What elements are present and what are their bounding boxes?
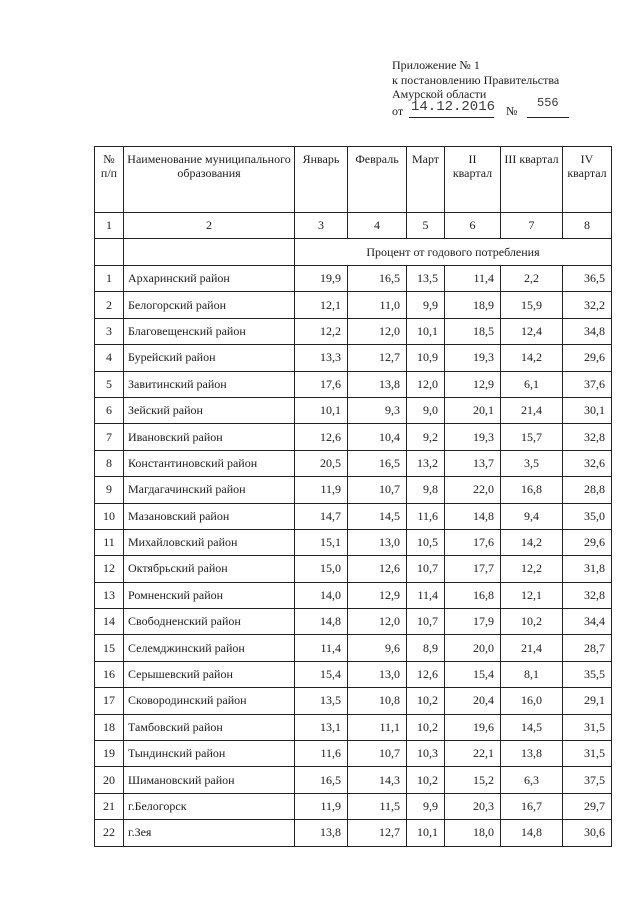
row-number: 6 bbox=[95, 397, 124, 423]
march-value: 10,7 bbox=[407, 556, 445, 582]
q4-value: 28,8 bbox=[563, 477, 612, 503]
january-value: 13,3 bbox=[295, 345, 348, 371]
january-value: 11,9 bbox=[295, 477, 348, 503]
q4-value: 29,6 bbox=[563, 529, 612, 555]
column-number: 4 bbox=[348, 213, 407, 239]
municipality-name: Селемджинский район bbox=[124, 635, 295, 661]
appendix-header bbox=[392, 58, 559, 118]
q3-value: 6,3 bbox=[501, 767, 563, 793]
table-row bbox=[95, 661, 612, 687]
table-row bbox=[95, 318, 612, 344]
table-row bbox=[95, 556, 612, 582]
percent-blank-cell bbox=[124, 239, 295, 266]
q4-value: 31,5 bbox=[563, 741, 612, 767]
q3-value: 12,4 bbox=[501, 318, 563, 344]
percent-blank-cell bbox=[95, 239, 124, 266]
column-number: 3 bbox=[295, 213, 348, 239]
february-value: 12,7 bbox=[348, 820, 407, 846]
q2-value: 17,9 bbox=[445, 609, 501, 635]
q2-value: 20,1 bbox=[445, 397, 501, 423]
table-row bbox=[95, 793, 612, 819]
february-value: 13,0 bbox=[348, 529, 407, 555]
municipality-name: Благовещенский район bbox=[124, 318, 295, 344]
column-number: 6 bbox=[445, 213, 501, 239]
february-value: 12,9 bbox=[348, 582, 407, 608]
february-value: 12,6 bbox=[348, 556, 407, 582]
q2-value: 19,3 bbox=[445, 424, 501, 450]
municipality-name: Ивановский район bbox=[124, 424, 295, 450]
municipality-name: Зейский район bbox=[124, 397, 295, 423]
february-value: 11,5 bbox=[348, 793, 407, 819]
q4-value: 34,8 bbox=[563, 318, 612, 344]
q4-value: 29,7 bbox=[563, 793, 612, 819]
march-value: 12,6 bbox=[407, 661, 445, 687]
header-cell: № п/п bbox=[95, 147, 124, 213]
march-value: 11,6 bbox=[407, 503, 445, 529]
column-number: 7 bbox=[501, 213, 563, 239]
january-value: 11,6 bbox=[295, 741, 348, 767]
q3-value: 14,8 bbox=[501, 820, 563, 846]
january-value: 15,0 bbox=[295, 556, 348, 582]
q3-value: 3,5 bbox=[501, 450, 563, 476]
q3-value: 15,7 bbox=[501, 424, 563, 450]
table-row bbox=[95, 741, 612, 767]
header-cell: Наименование муниципального образования bbox=[124, 147, 295, 213]
row-number: 18 bbox=[95, 714, 124, 740]
january-value: 17,6 bbox=[295, 371, 348, 397]
january-value: 19,9 bbox=[295, 266, 348, 292]
municipality-name: Свободненский район bbox=[124, 609, 295, 635]
q2-value: 12,9 bbox=[445, 371, 501, 397]
municipality-name: Мазановский район bbox=[124, 503, 295, 529]
municipality-name: Завитинский район bbox=[124, 371, 295, 397]
q2-value: 22,1 bbox=[445, 741, 501, 767]
number-label: № bbox=[506, 103, 518, 118]
q3-value: 8,1 bbox=[501, 661, 563, 687]
january-value: 11,9 bbox=[295, 793, 348, 819]
january-value: 20,5 bbox=[295, 450, 348, 476]
municipality-name: г.Белогорск bbox=[124, 793, 295, 819]
march-value: 10,2 bbox=[407, 688, 445, 714]
february-value: 12,7 bbox=[348, 345, 407, 371]
q3-value: 12,2 bbox=[501, 556, 563, 582]
row-number: 10 bbox=[95, 503, 124, 529]
february-value: 13,0 bbox=[348, 661, 407, 687]
consumption-table bbox=[94, 146, 612, 847]
q2-value: 18,5 bbox=[445, 318, 501, 344]
q4-value: 30,6 bbox=[563, 820, 612, 846]
q2-value: 17,7 bbox=[445, 556, 501, 582]
table-row bbox=[95, 266, 612, 292]
header-cell: III квартал bbox=[501, 147, 563, 213]
row-number: 15 bbox=[95, 635, 124, 661]
header-cell: Февраль bbox=[348, 147, 407, 213]
row-number: 14 bbox=[95, 609, 124, 635]
q4-value: 31,8 bbox=[563, 556, 612, 582]
march-value: 9,0 bbox=[407, 397, 445, 423]
row-number: 16 bbox=[95, 661, 124, 687]
table-row bbox=[95, 503, 612, 529]
q4-value: 32,8 bbox=[563, 582, 612, 608]
february-value: 10,7 bbox=[348, 477, 407, 503]
row-number: 3 bbox=[95, 318, 124, 344]
row-number: 2 bbox=[95, 292, 124, 318]
q3-value: 14,2 bbox=[501, 345, 563, 371]
resolution-line: к постановлению Правительства bbox=[392, 72, 560, 87]
appendix-title: Приложение № 1 bbox=[392, 58, 480, 72]
january-value: 12,1 bbox=[295, 292, 348, 318]
q2-value: 17,6 bbox=[445, 529, 501, 555]
row-number: 4 bbox=[95, 345, 124, 371]
municipality-name: Шимановский район bbox=[124, 767, 295, 793]
header-cell: II квартал bbox=[445, 147, 501, 213]
january-value: 14,7 bbox=[295, 503, 348, 529]
region-line: Амурской области bbox=[392, 87, 487, 101]
march-value: 9,2 bbox=[407, 424, 445, 450]
january-value: 12,2 bbox=[295, 318, 348, 344]
header-cell: Январь bbox=[295, 147, 348, 213]
number-underline bbox=[527, 117, 569, 118]
q3-value: 6,1 bbox=[501, 371, 563, 397]
municipality-name: Сковородинский район bbox=[124, 688, 295, 714]
february-value: 10,4 bbox=[348, 424, 407, 450]
march-value: 10,2 bbox=[407, 714, 445, 740]
q4-value: 32,6 bbox=[563, 450, 612, 476]
q3-value: 16,0 bbox=[501, 688, 563, 714]
january-value: 14,8 bbox=[295, 609, 348, 635]
q4-value: 28,7 bbox=[563, 635, 612, 661]
march-value: 10,3 bbox=[407, 741, 445, 767]
q4-value: 35,0 bbox=[563, 503, 612, 529]
municipality-name: Магдагачинский район bbox=[124, 477, 295, 503]
q2-value: 11,4 bbox=[445, 266, 501, 292]
march-value: 10,5 bbox=[407, 529, 445, 555]
q2-value: 16,8 bbox=[445, 582, 501, 608]
municipality-name: Бурейский район bbox=[124, 345, 295, 371]
january-value: 15,1 bbox=[295, 529, 348, 555]
february-value: 14,3 bbox=[348, 767, 407, 793]
row-number: 7 bbox=[95, 424, 124, 450]
row-number: 12 bbox=[95, 556, 124, 582]
february-value: 11,1 bbox=[348, 714, 407, 740]
january-value: 13,5 bbox=[295, 688, 348, 714]
table-row bbox=[95, 345, 612, 371]
january-value: 12,6 bbox=[295, 424, 348, 450]
header-cell: Март bbox=[407, 147, 445, 213]
q3-value: 21,4 bbox=[501, 635, 563, 661]
q3-value: 14,5 bbox=[501, 714, 563, 740]
q4-value: 35,5 bbox=[563, 661, 612, 687]
q2-value: 20,0 bbox=[445, 635, 501, 661]
resolution-date: 14.12.2016 bbox=[411, 98, 496, 115]
february-value: 9,6 bbox=[348, 635, 407, 661]
date-underline bbox=[409, 117, 494, 118]
table-row bbox=[95, 292, 612, 318]
march-value: 8,9 bbox=[407, 635, 445, 661]
q4-value: 36,5 bbox=[563, 266, 612, 292]
row-number: 21 bbox=[95, 793, 124, 819]
table-row bbox=[95, 397, 612, 423]
table-row bbox=[95, 767, 612, 793]
q2-value: 19,3 bbox=[445, 345, 501, 371]
q4-value: 30,1 bbox=[563, 397, 612, 423]
q3-value: 2,2 bbox=[501, 266, 563, 292]
march-value: 13,5 bbox=[407, 266, 445, 292]
q4-value: 29,1 bbox=[563, 688, 612, 714]
municipality-name: Октябрьский район bbox=[124, 556, 295, 582]
q3-value: 13,8 bbox=[501, 741, 563, 767]
percent-row bbox=[95, 239, 612, 266]
march-value: 11,4 bbox=[407, 582, 445, 608]
q3-value: 10,2 bbox=[501, 609, 563, 635]
municipality-name: Серышевский район bbox=[124, 661, 295, 687]
row-number: 11 bbox=[95, 529, 124, 555]
from-label: от bbox=[392, 103, 404, 118]
table-row bbox=[95, 529, 612, 555]
municipality-name: Архаринский район bbox=[124, 266, 295, 292]
row-number: 1 bbox=[95, 266, 124, 292]
table-row bbox=[95, 450, 612, 476]
municipality-name: Ромненский район bbox=[124, 582, 295, 608]
q4-value: 34,4 bbox=[563, 609, 612, 635]
february-value: 10,7 bbox=[348, 741, 407, 767]
column-number: 2 bbox=[124, 213, 295, 239]
march-value: 9,9 bbox=[407, 292, 445, 318]
march-value: 9,8 bbox=[407, 477, 445, 503]
row-number: 20 bbox=[95, 767, 124, 793]
column-number-row bbox=[95, 213, 612, 239]
table-row bbox=[95, 714, 612, 740]
march-value: 12,0 bbox=[407, 371, 445, 397]
q4-value: 32,8 bbox=[563, 424, 612, 450]
january-value: 15,4 bbox=[295, 661, 348, 687]
february-value: 12,0 bbox=[348, 318, 407, 344]
q2-value: 22,0 bbox=[445, 477, 501, 503]
q4-value: 37,6 bbox=[563, 371, 612, 397]
row-number: 17 bbox=[95, 688, 124, 714]
row-number: 5 bbox=[95, 371, 124, 397]
march-value: 9,9 bbox=[407, 793, 445, 819]
table-row bbox=[95, 820, 612, 846]
date-number-line bbox=[392, 95, 559, 118]
january-value: 11,4 bbox=[295, 635, 348, 661]
february-value: 10,8 bbox=[348, 688, 407, 714]
table-row bbox=[95, 609, 612, 635]
column-number: 5 bbox=[407, 213, 445, 239]
row-number: 13 bbox=[95, 582, 124, 608]
column-number: 1 bbox=[95, 213, 124, 239]
resolution-number: 556 bbox=[537, 95, 559, 110]
table-row bbox=[95, 477, 612, 503]
table-row bbox=[95, 424, 612, 450]
q3-value: 16,8 bbox=[501, 477, 563, 503]
february-value: 11,0 bbox=[348, 292, 407, 318]
q3-value: 21,4 bbox=[501, 397, 563, 423]
q4-value: 37,5 bbox=[563, 767, 612, 793]
march-value: 13,2 bbox=[407, 450, 445, 476]
february-value: 16,5 bbox=[348, 266, 407, 292]
february-value: 16,5 bbox=[348, 450, 407, 476]
row-number: 19 bbox=[95, 741, 124, 767]
q2-value: 20,4 bbox=[445, 688, 501, 714]
march-value: 10,1 bbox=[407, 820, 445, 846]
february-value: 14,5 bbox=[348, 503, 407, 529]
q2-value: 19,6 bbox=[445, 714, 501, 740]
row-number: 22 bbox=[95, 820, 124, 846]
march-value: 10,1 bbox=[407, 318, 445, 344]
municipality-name: Тамбовский район bbox=[124, 714, 295, 740]
q3-value: 12,1 bbox=[501, 582, 563, 608]
q2-value: 18,9 bbox=[445, 292, 501, 318]
municipality-name: Константиновский район bbox=[124, 450, 295, 476]
municipality-name: г.Зея bbox=[124, 820, 295, 846]
q3-value: 15,9 bbox=[501, 292, 563, 318]
february-value: 9,3 bbox=[348, 397, 407, 423]
table-row bbox=[95, 371, 612, 397]
q4-value: 31,5 bbox=[563, 714, 612, 740]
march-value: 10,7 bbox=[407, 609, 445, 635]
q2-value: 18,0 bbox=[445, 820, 501, 846]
percent-label: Процент от годового потребления bbox=[295, 239, 612, 266]
q3-value: 9,4 bbox=[501, 503, 563, 529]
q3-value: 14,2 bbox=[501, 529, 563, 555]
march-value: 10,9 bbox=[407, 345, 445, 371]
q2-value: 15,4 bbox=[445, 661, 501, 687]
february-value: 12,0 bbox=[348, 609, 407, 635]
table-row bbox=[95, 688, 612, 714]
march-value: 10,2 bbox=[407, 767, 445, 793]
row-number: 9 bbox=[95, 477, 124, 503]
header-row bbox=[95, 147, 612, 213]
q2-value: 14,8 bbox=[445, 503, 501, 529]
q2-value: 13,7 bbox=[445, 450, 501, 476]
municipality-name: Михайловский район bbox=[124, 529, 295, 555]
january-value: 14,0 bbox=[295, 582, 348, 608]
january-value: 16,5 bbox=[295, 767, 348, 793]
municipality-name: Белогорский район bbox=[124, 292, 295, 318]
header-cell: IV квартал bbox=[563, 147, 612, 213]
municipality-name: Тындинский район bbox=[124, 741, 295, 767]
table-row bbox=[95, 635, 612, 661]
table-row bbox=[95, 582, 612, 608]
january-value: 13,8 bbox=[295, 820, 348, 846]
january-value: 10,1 bbox=[295, 397, 348, 423]
q2-value: 20,3 bbox=[445, 793, 501, 819]
column-number: 8 bbox=[563, 213, 612, 239]
q4-value: 32,2 bbox=[563, 292, 612, 318]
q4-value: 29,6 bbox=[563, 345, 612, 371]
february-value: 13,8 bbox=[348, 371, 407, 397]
row-number: 8 bbox=[95, 450, 124, 476]
january-value: 13,1 bbox=[295, 714, 348, 740]
q2-value: 15,2 bbox=[445, 767, 501, 793]
q3-value: 16,7 bbox=[501, 793, 563, 819]
